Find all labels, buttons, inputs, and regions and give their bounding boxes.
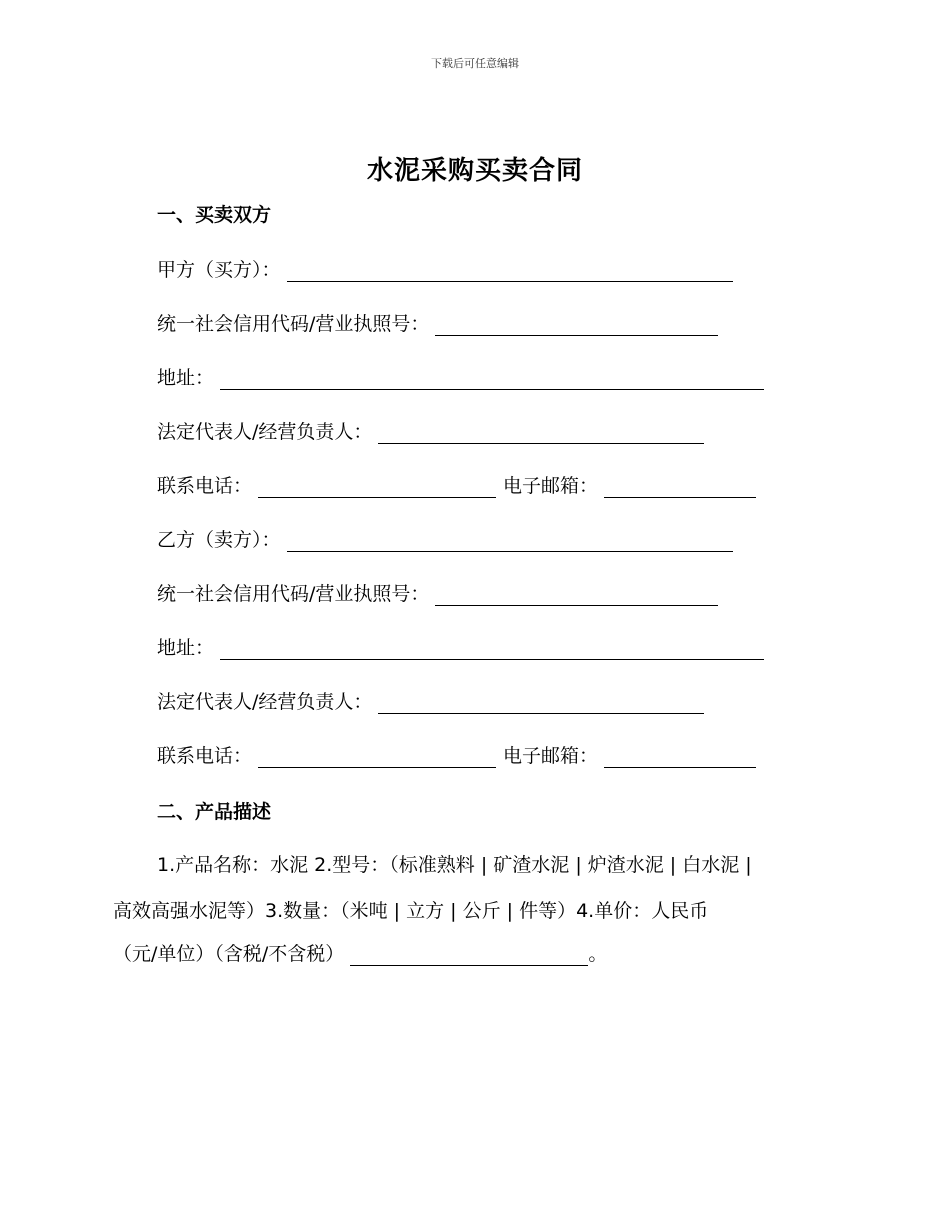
party-a-rep-label: 法定代表人/经营负责人： <box>157 421 373 443</box>
party-b-phone-label: 联系电话： <box>157 745 253 767</box>
party-a-phone-field[interactable] <box>258 475 496 498</box>
party-a-contact-row <box>157 468 756 498</box>
product-paragraph-line-3 <box>113 936 607 966</box>
party-b-contact-row <box>157 738 756 768</box>
header-note: 下载后可任意编辑 <box>431 57 519 70</box>
party-a-row <box>157 252 733 282</box>
party-a-address-label: 地址： <box>157 367 215 389</box>
party-b-rep-row <box>157 684 704 714</box>
price-field[interactable] <box>350 943 588 966</box>
party-b-credit-field[interactable] <box>435 583 718 606</box>
party-b-email-label: 电子邮箱： <box>503 745 599 767</box>
party-a-label: 甲方（买方）： <box>157 259 281 281</box>
party-a-name-field[interactable] <box>287 259 733 282</box>
product-paragraph-line-1: 1.产品名称：水泥 2.型号：（标准熟料 | 矿渣水泥 | 炉渣水泥 | 白水泥 | <box>157 854 752 876</box>
party-b-address-row <box>157 630 764 660</box>
party-a-address-field[interactable] <box>220 367 764 390</box>
price-label: （元/单位）（含税/不含税） <box>113 943 345 965</box>
party-a-phone-label: 联系电话： <box>157 475 253 497</box>
party-b-rep-label: 法定代表人/经营负责人： <box>157 691 373 713</box>
party-b-rep-field[interactable] <box>378 691 704 714</box>
party-a-credit-field[interactable] <box>435 313 718 336</box>
party-a-rep-field[interactable] <box>378 421 704 444</box>
party-b-name-field[interactable] <box>287 529 733 552</box>
price-period: 。 <box>588 943 608 965</box>
party-a-email-field[interactable] <box>604 475 756 498</box>
party-b-label: 乙方（卖方）： <box>157 529 281 551</box>
party-a-address-row <box>157 360 764 390</box>
party-b-credit-label: 统一社会信用代码/营业执照号： <box>157 583 430 605</box>
party-b-address-field[interactable] <box>220 637 764 660</box>
product-paragraph-line-2: 高效高强水泥等）3.数量：（米吨 | 立方 | 公斤 | 件等）4.单价：人民币 <box>113 900 709 922</box>
document-title: 水泥采购买卖合同 <box>366 156 583 186</box>
section-heading-parties: 一、买卖双方 <box>157 204 272 226</box>
party-b-address-label: 地址： <box>157 637 215 659</box>
party-a-rep-row <box>157 414 704 444</box>
section-heading-products: 二、产品描述 <box>157 801 272 823</box>
party-a-credit-label: 统一社会信用代码/营业执照号： <box>157 313 430 335</box>
party-b-credit-row <box>157 576 718 606</box>
party-b-row <box>157 522 733 552</box>
party-b-email-field[interactable] <box>604 745 756 768</box>
party-b-phone-field[interactable] <box>258 745 496 768</box>
party-a-credit-row <box>157 306 718 336</box>
party-a-email-label: 电子邮箱： <box>503 475 599 497</box>
